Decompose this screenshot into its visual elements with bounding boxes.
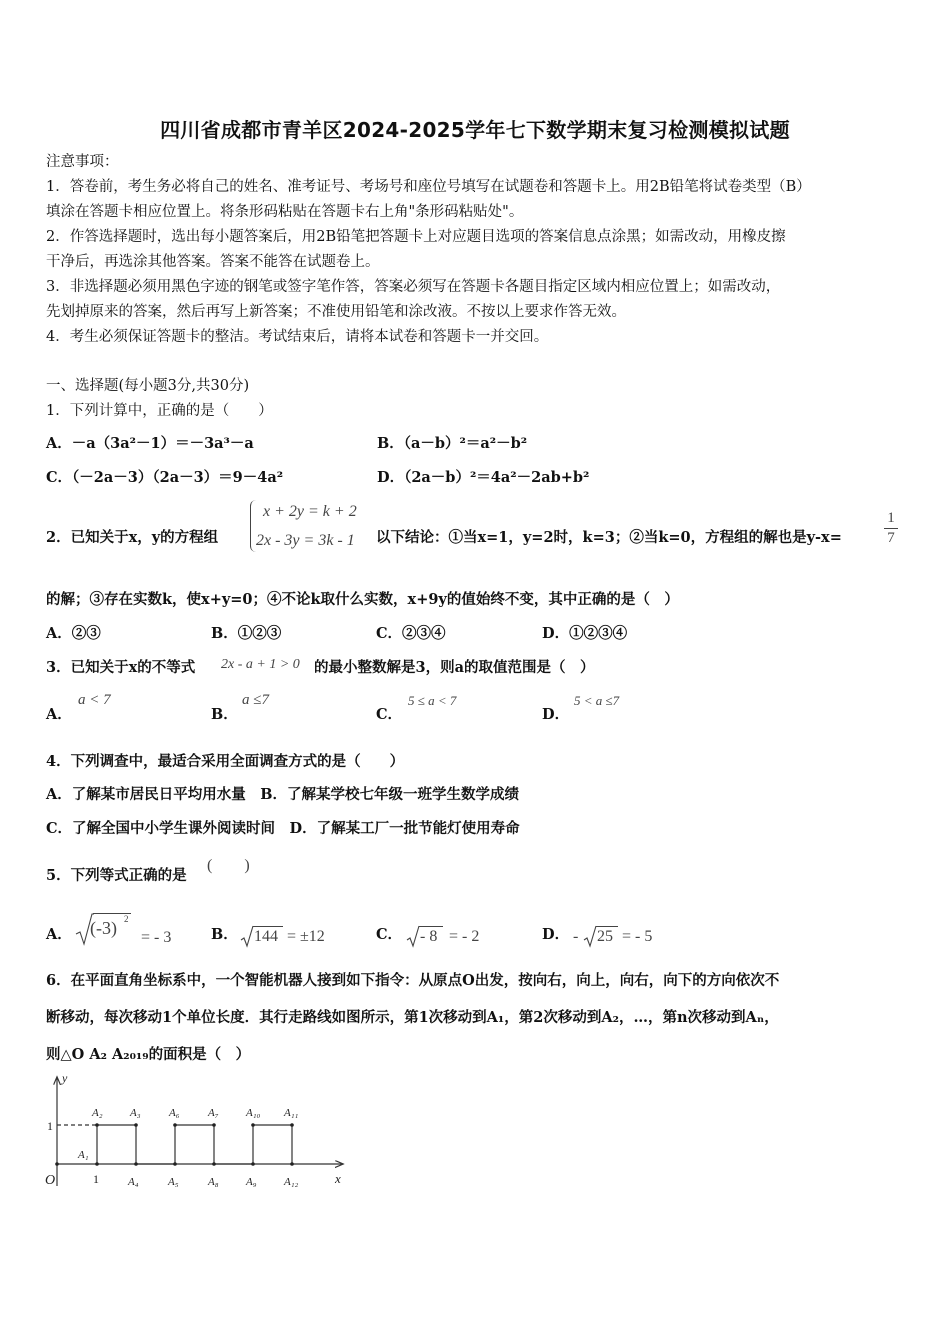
point-a3 [134, 1123, 138, 1127]
notice-item-2-cont: 干净后，再选涂其他答案。答案不能答在试题卷上。 [46, 254, 380, 270]
top-label-a3: A₃ [130, 1107, 141, 1119]
q5-option-d-radicand: 25 [597, 928, 613, 945]
q5-option-c-label: C． [376, 926, 403, 943]
q5-stem: 5．下列等式正确的是 [46, 867, 187, 884]
bottom-label-a9: A₉ [246, 1176, 257, 1188]
q6-stem-line1: 6．在平面直角坐标系中，一个智能机器人接到如下指令：从原点O出发，按向右，向上，向右，向下的方向依次不 [46, 972, 780, 989]
q3-option-b: a ≤7 [242, 692, 269, 708]
x-axis-label: x [335, 1171, 341, 1186]
q4-stem: 4．下列调查中，最适合采用全面调查方式的是（ ） [46, 753, 405, 770]
q5-option-c-radical-sign [406, 924, 420, 948]
q5-option-b-vinculum [253, 926, 283, 927]
origin-label: O [45, 1173, 56, 1188]
top-label-a2: A₂ [92, 1107, 103, 1119]
point-a11 [290, 1123, 294, 1127]
q1-option-a: A．－a（3a²－1）＝－3a³－a [46, 435, 254, 452]
point-a4 [134, 1162, 138, 1166]
notice-item-3-cont: 先划掉原来的答案，然后再写上新答案；不准使用铅笔和涂改液。不按以上要求作答无效。 [46, 304, 626, 320]
q1-option-b: B．（a－b）²＝a²－b² [377, 435, 528, 452]
q6-stem-line2: 断移动，每次移动1个单位长度．其行走路线如图所示，第1次移动到A₁，第2次移动到A₂，…，第n次移动到Aₙ， [46, 1009, 779, 1026]
notice-item-1-cont: 填涂在答题卡相应位置上。将条形码粘贴在答题卡右上角"条形码粘贴处"。 [46, 204, 524, 220]
notice-item-4: 4．考生必须保证答题卡的整洁。考试结束后，请将本试卷和答题卡一并交回。 [46, 329, 549, 345]
q2-equation-1: x + 2y = k + 2 [263, 503, 357, 520]
q5-option-c-radicand: - 8 [420, 928, 438, 945]
q5-option-d-sign: - [573, 928, 579, 945]
q2-option-b: B．①②③ [211, 625, 282, 642]
q2-stem-line2: 的解；③存在实数k，使x+y=0；④不论k取什么实数，x+9y的值始终不变，其中正确的是（ ） [46, 591, 679, 608]
q5-option-a-label: A． [46, 926, 72, 943]
q1-option-c: C．（－2a－3）（2a－3）＝9－4a² [46, 469, 284, 486]
bottom-label-a8: A₈ [208, 1176, 219, 1188]
q5-option-d-radical-sign [583, 924, 597, 948]
point-a1 [95, 1162, 99, 1166]
q2-stem: 2．已知关于x，y的方程组 [46, 529, 219, 546]
q5-option-c-vinculum [419, 926, 443, 927]
q4-options-cd: C．了解全国中小学生课外阅读时间 D．了解某工厂一批节能灯使用寿命 [46, 820, 520, 837]
q5-option-a-rhs: = - 3 [141, 929, 172, 946]
point-a12 [290, 1162, 294, 1166]
notice-item-2: 2．作答选择题时，选出每小题答案后，用2B铅笔把答题卡上对应题目选项的答案信息点涂黑；如需改动，用橡皮擦 [46, 229, 786, 245]
x-tick-label: 1 [93, 1172, 99, 1186]
q5-option-b-rhs: = ±12 [287, 928, 325, 945]
q3-option-c: 5 ≤ a < 7 [408, 693, 457, 708]
y-axis-label: y [62, 1071, 68, 1085]
q2-option-a: A．②③ [46, 625, 101, 642]
q3-inequality: 2x - a + 1 > 0 [221, 657, 300, 672]
notice-item-3: 3．非选择题必须用黑色字迹的钢笔或签字笔作答，答案必须写在答题卡各题目指定区域内相应位置上；如需改动， [46, 279, 781, 295]
page-title: 四川省成都市青羊区2024-2025学年七下数学期末复习检测模拟试题 [160, 118, 790, 142]
q3-option-a: a < 7 [78, 692, 111, 708]
top-label-a10: A₁₀ [246, 1107, 261, 1119]
point-a10 [251, 1123, 255, 1127]
point-a6 [173, 1123, 177, 1127]
q5-option-d-vinculum [596, 926, 618, 927]
point-a7 [212, 1123, 216, 1127]
q5-option-b-label: B． [211, 926, 238, 943]
q5-option-a-exponent: 2 [124, 914, 129, 924]
top-label-a11: A₁₁ [284, 1107, 299, 1119]
q2-option-c: C．②③④ [376, 625, 446, 642]
point-o [55, 1162, 59, 1166]
q5-option-c-rhs: = - 2 [449, 928, 480, 945]
point-a5 [173, 1162, 177, 1166]
q5-option-d-rhs: = - 5 [622, 928, 653, 945]
q5-paren: ( ) [207, 857, 250, 874]
q1-stem: 1．下列计算中，正确的是（ ） [46, 403, 273, 419]
q2-option-d: D．①②③④ [542, 625, 628, 642]
point-a9 [251, 1162, 255, 1166]
q3-option-a-label: A． [46, 706, 72, 723]
notice-item-1: 1．答卷前，考生务必将自己的姓名、准考证号、考场号和座位号填写在试题卷和答题卡上。用2B铅笔将试卷类型（B） [46, 179, 811, 195]
bottom-label-a12: A₁₂ [284, 1176, 299, 1188]
top-label-a6: A₆ [169, 1107, 180, 1119]
point-a2 [95, 1123, 99, 1127]
q3-stem-cont: 的最小整数解是3，则a的取值范围是（ ） [314, 659, 595, 676]
q3-option-b-label: B． [211, 706, 238, 723]
bottom-label-a5: A₅ [168, 1176, 179, 1188]
section-heading: 一、选择题(每小题3分,共30分) [46, 378, 250, 394]
notice-heading: 注意事项： [46, 154, 119, 170]
robot-path [97, 1125, 292, 1164]
q5-option-a-radicand: (-3) [90, 918, 117, 938]
q2-fraction [884, 510, 898, 547]
y-tick-label: 1 [47, 1119, 53, 1133]
q3-stem: 3．已知关于x的不等式 [46, 659, 196, 676]
q2-fraction-numerator: 1 [887, 510, 895, 526]
q4-options-ab: A．了解某市居民日平均用水量 B．了解某学校七年级一班学生数学成绩 [46, 786, 520, 803]
q2-equation-2: 2x - 3y = 3k - 1 [256, 532, 355, 549]
a1-label: A₁ [78, 1149, 89, 1161]
q6-coordinate-figure [40, 1068, 360, 1193]
q1-option-d: D．（2a－b）²＝4a²－2ab+b² [377, 469, 590, 486]
q3-option-d: 5 < a ≤7 [574, 693, 620, 708]
q5-option-b-radicand: 144 [254, 928, 278, 945]
bottom-label-a4: A₄ [128, 1176, 139, 1188]
q5-option-b-radical-sign [240, 924, 254, 948]
q5-option-d-label: D． [542, 926, 570, 943]
q3-option-c-label: C． [376, 706, 403, 723]
q6-stem-line3: 则△O A₂ A₂₀₁₉的面积是（ ） [46, 1046, 251, 1063]
q2-stem-cont: 以下结论：①当x=1，y=2时，k=3；②当k=0，方程组的解也是y-x= [376, 529, 842, 546]
q3-option-d-label: D． [542, 706, 570, 723]
q2-fraction-denominator: 7 [887, 530, 895, 546]
top-label-a7: A₇ [208, 1107, 219, 1119]
point-a8 [212, 1162, 216, 1166]
